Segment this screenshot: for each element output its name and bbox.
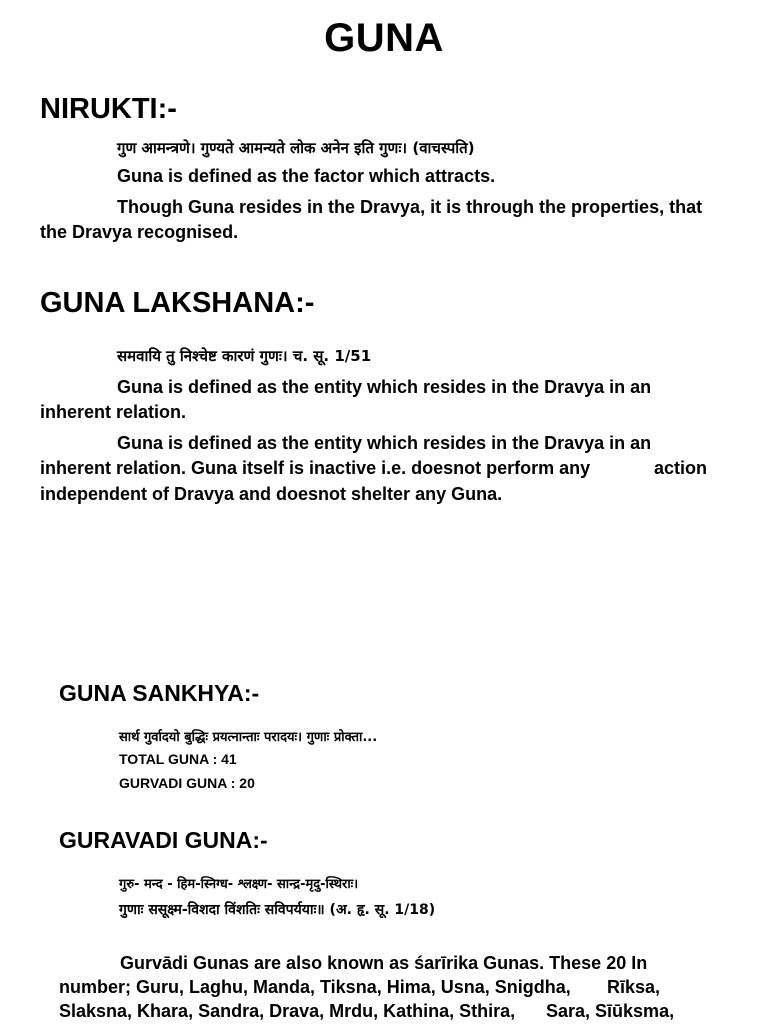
lakshana-p1a: Guna is defined as the entity which resides in the Dravya in an <box>117 377 652 397</box>
lakshana-p1b: inherent relation. <box>40 402 187 422</box>
lakshana-heading: GUNA LAKSHANA:- <box>40 287 315 319</box>
lakshana-p2b1: inherent relation. Guna itself is inactive i.e. doesnot perform any <box>40 458 591 478</box>
lakshana-p2c: independent of Dravya and doesnot shelter any Guna. <box>40 484 503 504</box>
sankhya-gurvadi: GURVADI GUNA : 20 <box>119 775 255 791</box>
page-title: GUNA <box>324 16 444 60</box>
guravadi-p1: Gurvādi Gunas are also known as śarīrika Gunas. These 20 In <box>120 953 648 973</box>
lakshana-sanskrit: समवायि तु निश्चेष्ट कारणं गुणः। च. सू. 1/51 <box>117 347 372 365</box>
lakshana-p2a: Guna is defined as the entity which resides in the Dravya in an <box>117 433 652 453</box>
nirukti-heading: NIRUKTI:- <box>40 93 177 125</box>
guravadi-p3a: Slaksna, Khara, Sandra, Drava, Mrdu, Kathina, Sthira, <box>59 1001 516 1021</box>
lakshana-p2b2: action <box>654 458 708 478</box>
guravadi-p2b: Rīksa, <box>607 977 661 997</box>
nirukti-line2b: the Dravya recognised. <box>40 222 239 242</box>
guravadi-p2a: number; Guru, Laghu, Manda, Tiksna, Hima, Usna, Snigdha, <box>59 977 571 997</box>
guravadi-sanskrit1: गुरु- मन्द - हिम-स्निग्ध- श्लक्ष्ण- सान्द्र-मृदु-स्थिराः। <box>119 877 359 892</box>
nirukti-line1: Guna is defined as the factor which attracts. <box>117 166 496 186</box>
nirukti-line2a: Though Guna resides in the Dravya, it is through the properties, that <box>117 197 703 217</box>
sankhya-sanskrit: सार्थ गुर्वादयो बुद्धिः प्रयत्नान्ताः परादयः। गुणाः प्रोक्ता... <box>119 730 378 745</box>
sankhya-heading: GUNA SANKHYA:- <box>59 680 260 706</box>
guravadi-p3b: Sara, Sīūksma, <box>546 1001 675 1021</box>
guravadi-heading: GURAVADI GUNA:- <box>59 827 268 853</box>
guravadi-sanskrit2: गुणाः ससूक्ष्म-विशदा विंशतिः सविपर्ययाः॥ (अ. हृ. सू. 1/18) <box>119 902 436 918</box>
sankhya-total: TOTAL GUNA : 41 <box>119 751 237 767</box>
nirukti-sanskrit: गुण आमन्त्रणे। गुण्यते आमन्यते लोक अनेन इति गुणः। (वाचस्पति) <box>117 139 475 157</box>
